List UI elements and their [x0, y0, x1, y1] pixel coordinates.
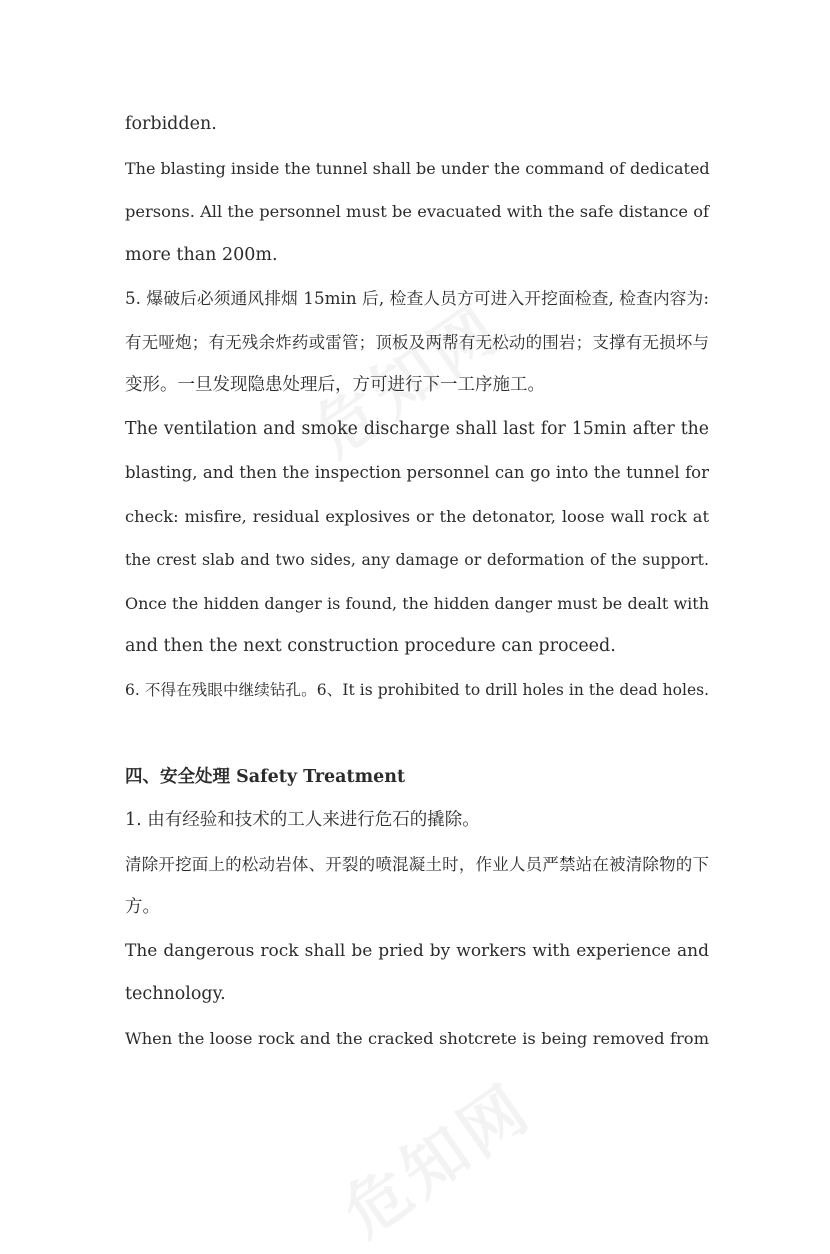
text-line: Once the hidden danger is found, the hidden danger must be dealt with [125, 593, 709, 613]
text-line: 1. 由有经验和技术的工人来进行危石的撬除。 [125, 810, 480, 830]
text-line: forbidden. [125, 114, 217, 134]
text-line: 5. 爆破后必须通风排烟 15min 后, 检查人员方可进入开挖面检查, 检查内容为: [125, 288, 709, 308]
section-heading: 四、安全处理 Safety Treatment [125, 766, 406, 787]
text-line: The ventilation and smoke discharge shall last for 15min after the [125, 418, 709, 439]
text-line: more than 200m. [125, 244, 278, 265]
blank-line [125, 712, 709, 756]
text-line: blasting, and then the inspection personnel can go into the tunnel for [125, 463, 709, 482]
text-line: 有无哑炮；有无残余炸药或雷管；顶板及两帮有无松动的围岩；支撑有无损坏与 [125, 332, 709, 352]
text-line: persons. All the personnel must be evacuated with the safe distance of [125, 202, 709, 221]
text-line: The blasting inside the tunnel shall be under the command of dedicated [125, 158, 710, 178]
text-line: and then the next construction procedure can proceed. [125, 636, 616, 656]
text-line: The dangerous rock shall be pried by workers with experience and [125, 940, 709, 961]
text-line: check: misfire, residual explosives or the detonator, loose wall rock at [125, 506, 709, 526]
text-line: 6. 不得在残眼中继续钻孔。6、It is prohibited to drill holes in the dead holes. [125, 680, 709, 699]
text-line: 变形。一旦发现隐患处理后，方可进行下一工序施工。 [125, 375, 545, 395]
text-line: When the loose rock and the cracked shotcrete is being removed from [125, 1028, 709, 1048]
text-line: 清除开挖面上的松动岩体、开裂的喷混凝土时，作业人员严禁站在被清除物的下 [125, 854, 709, 874]
document-body [125, 103, 709, 1060]
text-line: the crest slab and two sides, any damage or deformation of the support. [125, 550, 709, 569]
text-line: technology. [125, 984, 226, 1004]
text-line: 方。 [125, 897, 160, 917]
watermark-bottom [323, 1058, 548, 1254]
